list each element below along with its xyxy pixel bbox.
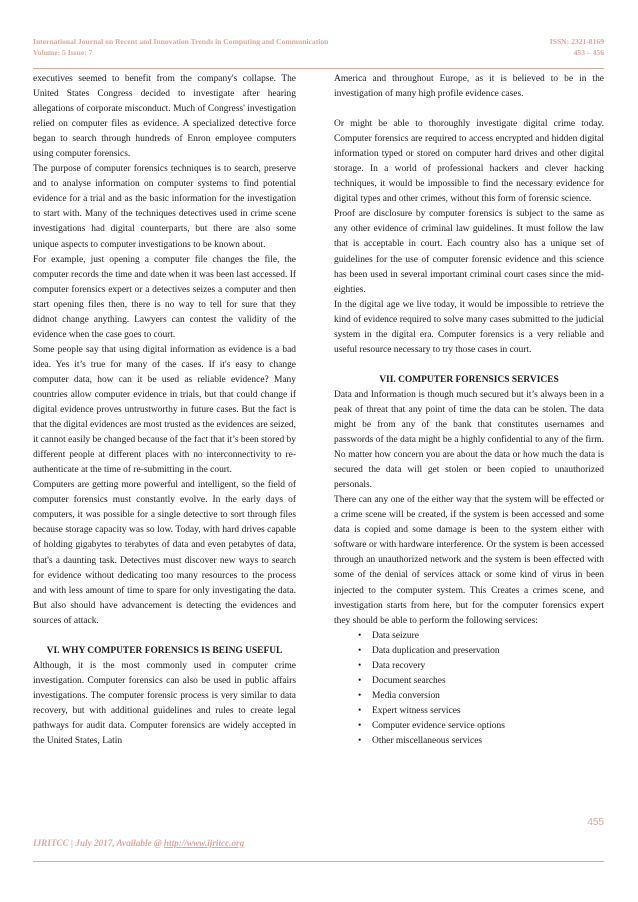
paragraph: Although, it is the most commonly used in computer crime investigation. Computer forensics can also be used in public affairs investigations. The computer forensic process is very similar to data recovery, but with additional guidelines and rules to create legal pathways for audit data. Computer forensics are widely accepted in the United States, Latin <box>33 660 296 747</box>
spacer <box>334 102 604 117</box>
paragraph: Or might be able to thoroughly investigate digital crime today. Computer forensics are required to access encrypted and hidden digital information typed or stored on computer hard drives and other digital storage. In a world of professional hackers and clever hacking techniques, it would be impossible to find the necessary evidence for digital types and other crimes, without this form of forensic science. <box>334 119 604 205</box>
bullet-icon: • <box>358 690 362 701</box>
bullet-icon: • <box>358 735 362 746</box>
list-item: • Data recovery <box>372 659 604 674</box>
list-item: • Computer evidence service options <box>372 719 604 734</box>
list-item: • Media conversion <box>372 689 604 704</box>
footer-divider <box>33 861 604 862</box>
section-heading: VI. WHY COMPUTER FORENSICS IS BEING USEFUL <box>46 645 283 656</box>
page-footer <box>33 838 244 848</box>
paragraph: executives seemed to benefit from the company's collapse. The United States Congress decided to investigate after hearing allegations of corporate misconduct. Much of Congress' investigation relied on computer files as evidence. A specialized detective force began to search through hundreds of Enron employee computers using computer forensics. <box>33 74 296 160</box>
spacer <box>33 629 296 644</box>
paragraph: Computers are getting more powerful and intelligent, so the field of computer forensics must constantly evolve. In the early days of computers, it was possible for a single detective to sort through files because storage capacity was so low. Today, with hard drives capable of holding gigabytes to terabytes of data and even petabytes of data, that's a daunting task. Detectives must discover new ways to search for evidence without dedicating too many resources to the process and with less amount of time to spare for only investigating the data. But also should have advancement is detecting the evidences and sources of attack. <box>33 480 296 626</box>
paragraph: For example, just opening a computer file changes the file, the computer records the time and date when it was been last accessed. If computer forensics expert or a detectives seizes a computer and then start opening files then, there is no way to tell for sure that they didnot change anything. Lawyers can contest the validity of the evidence when the case goes to court. <box>33 254 296 340</box>
paragraph: Some people say that using digital information as evidence is a bad idea. Yes it’s true for many of the cases. If it's easy to change computer data, how can it be used as reliable evidence? Many countries allow computer evidence in trials, but that could change if digital evidence proves untrustworthy in future cases. But the fact is that the digital evidences are most trusted as the evidences are seized, it cannot easily be changed because of the fact that it’s been stored by different people at different places with no interconnectivity to re-authenticate at the time of re-submitting in the court. <box>33 344 296 476</box>
journal-link[interactable]: http://www.ijritcc.org <box>163 838 245 848</box>
right-column <box>334 72 604 749</box>
services-list <box>334 629 604 749</box>
bullet-icon: • <box>358 705 362 716</box>
issn: ISSN: 2321-8169 <box>549 37 604 46</box>
header-right <box>550 36 604 58</box>
list-item: • Document searches <box>372 674 604 689</box>
bullet-icon: • <box>358 660 362 671</box>
bullet-icon: • <box>358 720 362 731</box>
paragraph: In the digital age we live today, it would be impossible to retrieve the kind of evidence required to solve many cases submitted to the judicial system in the digital era. Computer forensics is a very reliable and useful resource necessary to try those cases in court. <box>334 299 604 355</box>
page-header <box>33 36 604 68</box>
list-item: • Expert witness services <box>372 704 604 719</box>
paragraph: Data and Information is though much secured but it’s always been in a peak of threat that any point of time the data can be stolen. The data might be from any of the bank that constitutes usernames and passwords of the data might be a highly confidential to any of the firm. No matter how concern you are about the data or how much the data is secured the data will get stolen or been copied to unauthorized personals. <box>334 389 604 491</box>
list-item: • Other miscellaneous services <box>372 734 604 749</box>
paragraph: There can any one of the either way that the system will be effected or a crime scene will be created, if the system is been accessed and some data is copied and some damage is been to the system either with software or with hardware interference. Or the system is been accessed through an unauthorized network and the system is been effected with some of the denial of services attack or some kind of virus in been injected to the computer system. This Creates a crimes scene, and investigation starts from here, but for the computer forensics expert they should be able to perform the following services: <box>334 495 604 626</box>
bullet-icon: • <box>358 675 362 686</box>
bullet-icon: • <box>358 630 362 641</box>
paragraph: America and throughout Europe, as it is believed to be in the investigation of many high profile evidence cases. <box>334 74 604 100</box>
section-heading: VII. COMPUTER FORENSICS SERVICES <box>379 374 559 385</box>
paragraph: The purpose of computer forensics techniques is to search, preserve and to analyse information on computer systems to find potential evidence for a trial and as the basic information for the investigation to start with. Many of the techniques detectives used in crime scene investigations had digital counterparts, but there are also some unique aspects to computer investigations to be known about. <box>33 164 296 250</box>
list-item: • Data seizure <box>372 629 604 644</box>
bullet-icon: • <box>358 645 362 656</box>
volume-issue: Volume: 5 Issue: 7 <box>33 48 93 57</box>
journal-title: International Journal on Recent and Innovation Trends in Computing and Communication <box>33 37 329 46</box>
header-divider <box>33 68 604 69</box>
paragraph: Proof are disclosure by computer forensics is subject to the same as any other evidence of criminal law guidelines. It must follow the law that is acceptable in court. Each country also has a unique set of guidelines for the use of computer forensic evidence and this science has been used in several important criminal court cases since the mid-eighties. <box>334 209 604 295</box>
footer-text: IJRITCC | July 2017, Available @ <box>33 838 164 848</box>
left-column <box>33 72 296 749</box>
header-left <box>33 36 328 58</box>
page-range: 453 – 456 <box>573 48 604 57</box>
page-number: 455 <box>587 817 604 828</box>
list-item: • Data duplication and preservation <box>372 644 604 659</box>
spacer <box>334 358 604 373</box>
